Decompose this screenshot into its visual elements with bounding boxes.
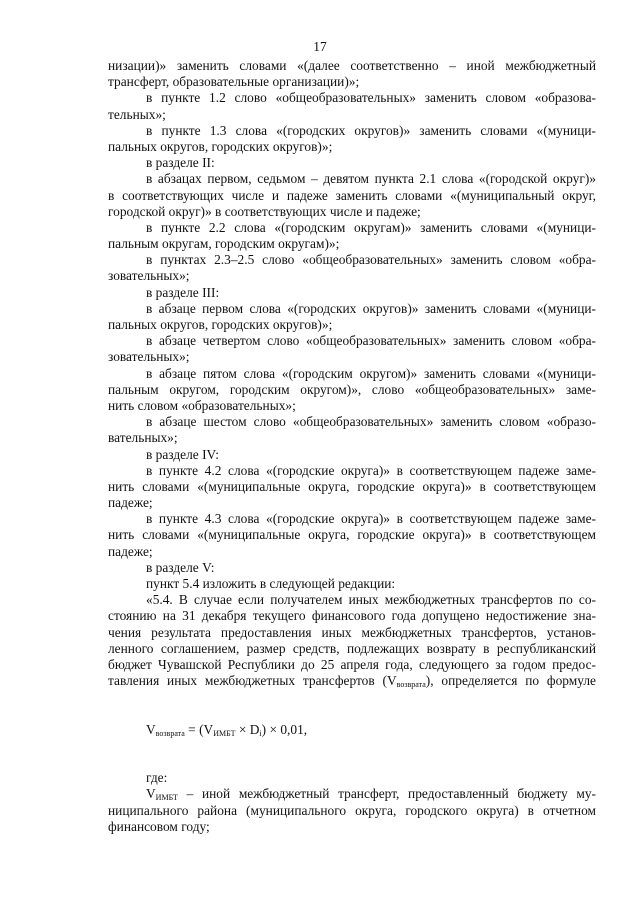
spacer bbox=[108, 706, 596, 722]
text-line: чения результата предоставления иных межбюджетных трансфертов, установ- bbox=[108, 624, 596, 640]
where-label: где: bbox=[146, 770, 168, 786]
text-line: пальным округом, городским округом)», слово «общеобразовательных» заме- bbox=[108, 381, 596, 397]
text-line: в разделе II: bbox=[146, 155, 215, 171]
definition-var-subscript: ИМБТ bbox=[155, 793, 178, 803]
formula-rest: ) × 0,01, bbox=[261, 721, 308, 737]
text-line: в разделе IV: bbox=[146, 446, 219, 462]
text-line: низации)» заменить словами «(далее соответственно – иной межбюджетный bbox=[108, 58, 596, 73]
definition-line: финансовом году; bbox=[108, 818, 210, 834]
text-line: в пункте 4.3 слова «(городские округа)» в соответствующем падеже заме- bbox=[146, 511, 596, 527]
text-line: в пункте 1.2 слово «общеобразовательных» заменить словом «образова- bbox=[146, 90, 596, 106]
text-line: трансферт, образовательные организации)»; bbox=[108, 74, 360, 90]
text-line: стоянию на 31 декабря текущего финансового года допущено недостижение зна- bbox=[108, 608, 596, 624]
text-line: бюджет Чувашской Республики до 25 апреля года, следующего за годом предос- bbox=[108, 656, 596, 672]
text-line: пальных округов, городских округов)»; bbox=[108, 138, 333, 154]
text-line: в пункте 1.3 слова «(городских округов)» заменить словами «(муници- bbox=[146, 122, 596, 138]
text-line: пальным округам, городским округам)»; bbox=[108, 236, 340, 252]
text-line: в абзаце четвертом слово «общеобразовательных» заменить словом «обра- bbox=[146, 333, 596, 349]
definition-var: V bbox=[146, 786, 156, 802]
text-line: «5.4. В случае если получателем иных межбюджетных трансфертов по со- bbox=[146, 592, 596, 608]
text-line: городской округ)» в соответствующих числе и падеже; bbox=[108, 203, 421, 219]
text-line: в абзаце первом слова «(городских округов)» заменить словами «(муници- bbox=[146, 300, 596, 316]
formula-intro-subscript: возврата bbox=[396, 680, 426, 690]
formula-v-subscript: ИМБТ bbox=[213, 728, 236, 738]
text-line: зовательных»; bbox=[108, 268, 190, 284]
text-line: пальных округов, городских округов)»; bbox=[108, 317, 333, 332]
spacer bbox=[108, 738, 596, 754]
text-line: падеже; bbox=[108, 543, 153, 559]
text-line: нить словами «(муниципальные округа, городские округа)» в соответствующем bbox=[108, 527, 596, 543]
definition-first: – иной межбюджетный трансферт, предоставленный бюджету му- bbox=[177, 786, 596, 802]
formula bbox=[108, 722, 596, 738]
formula-intro-before: тавления иных межбюджетных трансфертов (V bbox=[108, 673, 397, 689]
text-line: зовательных»; bbox=[108, 349, 190, 365]
formula-eq: = (V bbox=[184, 721, 214, 737]
text-line: в абзаце пятом слова «(городским округом)» заменить словами «(муници- bbox=[146, 365, 596, 381]
text-line: в пунктах 2.3–2.5 слово «общеобразовательных» заменить словом «обра- bbox=[146, 252, 596, 268]
text-line: падеже; bbox=[108, 495, 153, 511]
amendment-list bbox=[108, 58, 596, 673]
text-line: в абзацах первом, седьмом – девятом пункта 2.1 слова «(городской округ)» bbox=[146, 171, 596, 187]
text-line: в пункте 2.2 слова «(городским округам)» заменить словами «(муници- bbox=[146, 219, 596, 235]
text-line: в пункте 4.2 слова «(городские округа)» в соответствующем падеже заме- bbox=[146, 462, 596, 478]
text-line: в соответствующих числе и падеже заменить словами «(муниципальный округ, bbox=[108, 187, 596, 203]
text-line: в разделе III: bbox=[146, 284, 220, 300]
formula-times: × D bbox=[235, 721, 260, 737]
text-line: тельных»; bbox=[108, 106, 166, 122]
spacer bbox=[108, 689, 596, 705]
text-line: вательных»; bbox=[108, 430, 178, 446]
formula-lhs-subscript: возврата bbox=[155, 728, 185, 738]
text-line: ленного соглашением, размер средств, подлежащих возврату в республиканский bbox=[108, 640, 596, 656]
text-line: нить словами «(муниципальные округа, городские округа)» в соответствующем bbox=[108, 478, 596, 494]
text-line: в разделе V: bbox=[146, 559, 215, 575]
definition-line: ниципального района (муниципального округа, городского округа) в отчетном bbox=[108, 802, 596, 818]
formula-intro-after: ), определяется по формуле bbox=[425, 673, 596, 689]
formula-lhs: V bbox=[146, 721, 156, 737]
definition-first-line bbox=[108, 786, 596, 802]
text-line: нить словом «образовательных»; bbox=[108, 397, 296, 413]
formula-d-subscript: i bbox=[259, 728, 262, 738]
document-body bbox=[108, 58, 596, 835]
spacer bbox=[108, 754, 596, 770]
page-number: 17 bbox=[313, 39, 327, 54]
text-line: пункт 5.4 изложить в следующей редакции: bbox=[146, 576, 396, 591]
text-line: в абзаце шестом слово «общеобразовательных» заменить словом «образо- bbox=[146, 414, 596, 430]
formula-intro-line bbox=[108, 673, 596, 689]
